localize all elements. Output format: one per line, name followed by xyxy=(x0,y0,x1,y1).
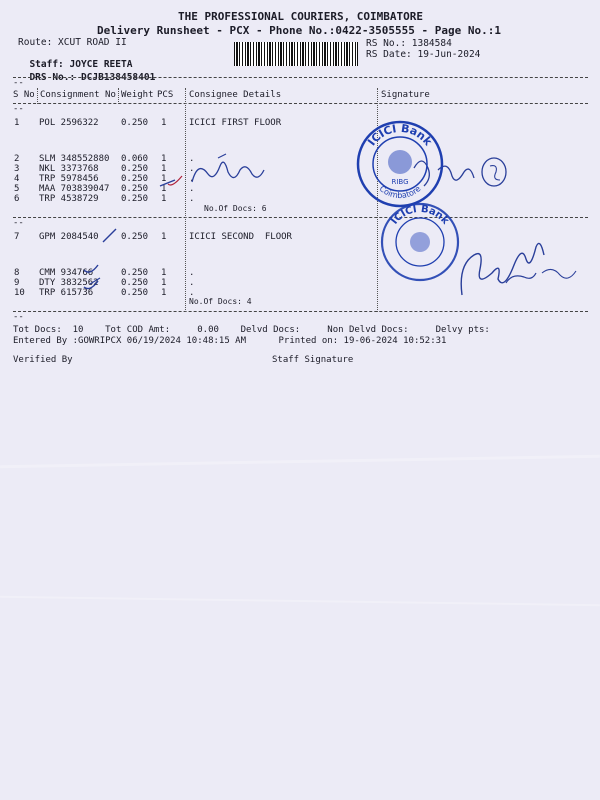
svg-text:ICICI Bank xyxy=(389,204,451,227)
row-details: . xyxy=(189,174,195,184)
row-consignment: TRP 5978456 xyxy=(39,174,99,184)
col-header-weight: Weight xyxy=(121,90,154,100)
staff-name: JOYCE REETA xyxy=(69,59,133,70)
svg-text:ICICI Bank xyxy=(365,122,435,149)
drs-label: DRS No.: xyxy=(29,72,81,83)
row-details: . xyxy=(189,288,195,298)
row-details: . xyxy=(189,154,195,164)
verified-by-label: Verified By xyxy=(13,355,73,365)
row-details: ICICI SECOND FLOOR xyxy=(189,232,292,242)
row-sno: 6 xyxy=(14,194,20,204)
row-consignment: SLM 348552880 xyxy=(39,154,110,164)
row-sno: 7 xyxy=(14,232,20,242)
docs-count: No.Of Docs: 4 xyxy=(189,297,252,306)
row-weight: 0.250 xyxy=(121,164,149,174)
row-pcs: 1 xyxy=(161,288,167,298)
signature-3 xyxy=(452,225,582,305)
rs-number: RS No.: 1384584 xyxy=(366,38,452,49)
row-details: . xyxy=(189,184,195,194)
row-pcs: 1 xyxy=(161,194,167,204)
row-weight: 0.250 xyxy=(121,184,149,194)
col-header-signature: Signature xyxy=(381,90,430,100)
rule-mark: -- xyxy=(13,104,24,114)
docs-count: No.Of Docs: 6 xyxy=(204,204,267,213)
tick-mark xyxy=(84,265,98,272)
row-consignment: MAA 703839047 xyxy=(39,184,110,194)
col-header-sno: S No xyxy=(13,90,35,100)
row-pcs: 1 xyxy=(161,154,167,164)
col-header-consignee: Consignee Details xyxy=(189,90,282,100)
row-weight: 0.250 xyxy=(121,268,149,278)
row-sno: 10 xyxy=(14,288,25,298)
row-weight: 0.060 xyxy=(121,154,149,164)
row-details: . xyxy=(189,164,195,174)
row-consignment: POL 2596322 xyxy=(39,118,99,128)
totals-line: Tot Docs: 10 Tot COD Amt: 0.00 Delvd Docs: Non Delvd Docs: Delvy pts: xyxy=(13,325,490,335)
row-sno: 2 xyxy=(14,154,20,164)
stamp-branch: RIBG xyxy=(391,178,409,186)
row-pcs: 1 xyxy=(161,184,167,194)
rule-mark: -- xyxy=(13,312,24,322)
stamp-bank-name: ICICI Bank xyxy=(365,121,435,149)
stamp-bank-name: ICICI Bank xyxy=(389,203,451,227)
entered-by-line: Entered By :GOWRIPCX 06/19/2024 10:48:15 AM Printed on: 19-06-2024 10:52:31 xyxy=(13,336,447,346)
row-pcs: 1 xyxy=(161,174,167,184)
row-sno: 9 xyxy=(14,278,20,288)
row-weight: 0.250 xyxy=(121,174,149,184)
tick-mark xyxy=(103,229,116,242)
row-pcs: 1 xyxy=(161,278,167,288)
row-weight: 0.250 xyxy=(121,118,149,128)
row-sno: 4 xyxy=(14,174,20,184)
row-details: . xyxy=(189,194,195,204)
staff-label: Staff: xyxy=(29,59,70,70)
row-sno: 8 xyxy=(14,268,20,278)
row-sno: 5 xyxy=(14,184,20,194)
tick-mark xyxy=(160,180,175,186)
route-label: Route: XCUT ROAD II xyxy=(18,37,127,48)
row-consignment: CMM 934766 xyxy=(39,268,94,278)
company-title: THE PROFESSIONAL COURIERS, COIMBATORE xyxy=(178,10,424,23)
svg-text:Coimbatore xyxy=(378,184,423,200)
row-consignment: GPM 2084540 xyxy=(39,232,99,242)
runsheet-subtitle: Delivery Runsheet - PCX - Phone No.:0422-3505555 - Page No.:1 xyxy=(97,24,501,37)
row-pcs: 1 xyxy=(161,118,167,128)
row-sno: 1 xyxy=(14,118,20,128)
tick-mark xyxy=(90,278,100,284)
col-header-pcs: PCS xyxy=(157,90,174,100)
drs-number: DCJB138458401 xyxy=(80,72,156,83)
row-details: . xyxy=(189,268,195,278)
rs-date: RS Date: 19-Jun-2024 xyxy=(366,49,481,60)
row-sno: 3 xyxy=(14,164,20,174)
rule-mark: -- xyxy=(13,218,24,228)
row-details: . xyxy=(189,278,195,288)
col-header-consignment: Consignment No xyxy=(40,90,116,100)
row-weight: 0.250 xyxy=(121,232,149,242)
signature-1 xyxy=(188,152,268,192)
row-weight: 0.250 xyxy=(121,194,149,204)
row-pcs: 1 xyxy=(161,232,167,242)
row-details: ICICI FIRST FLOOR xyxy=(189,118,282,128)
row-consignment: DTY 3832562 xyxy=(39,278,99,288)
row-pcs: 1 xyxy=(161,268,167,278)
tick-mark xyxy=(84,281,98,289)
row-weight: 0.250 xyxy=(121,288,149,298)
bank-stamp xyxy=(378,200,462,284)
row-consignment: NKL 3373768 xyxy=(39,164,99,174)
stamp-city: Coimbatore xyxy=(377,184,423,201)
row-consignment: TRP 4538729 xyxy=(39,194,99,204)
row-weight: 0.250 xyxy=(121,278,149,288)
staff-signature-label: Staff Signature xyxy=(272,355,354,365)
row-pcs: 1 xyxy=(161,164,167,174)
row-consignment: TRP 615736 xyxy=(39,288,94,298)
bank-stamp xyxy=(354,118,446,210)
rule-mark: -- xyxy=(13,78,24,88)
